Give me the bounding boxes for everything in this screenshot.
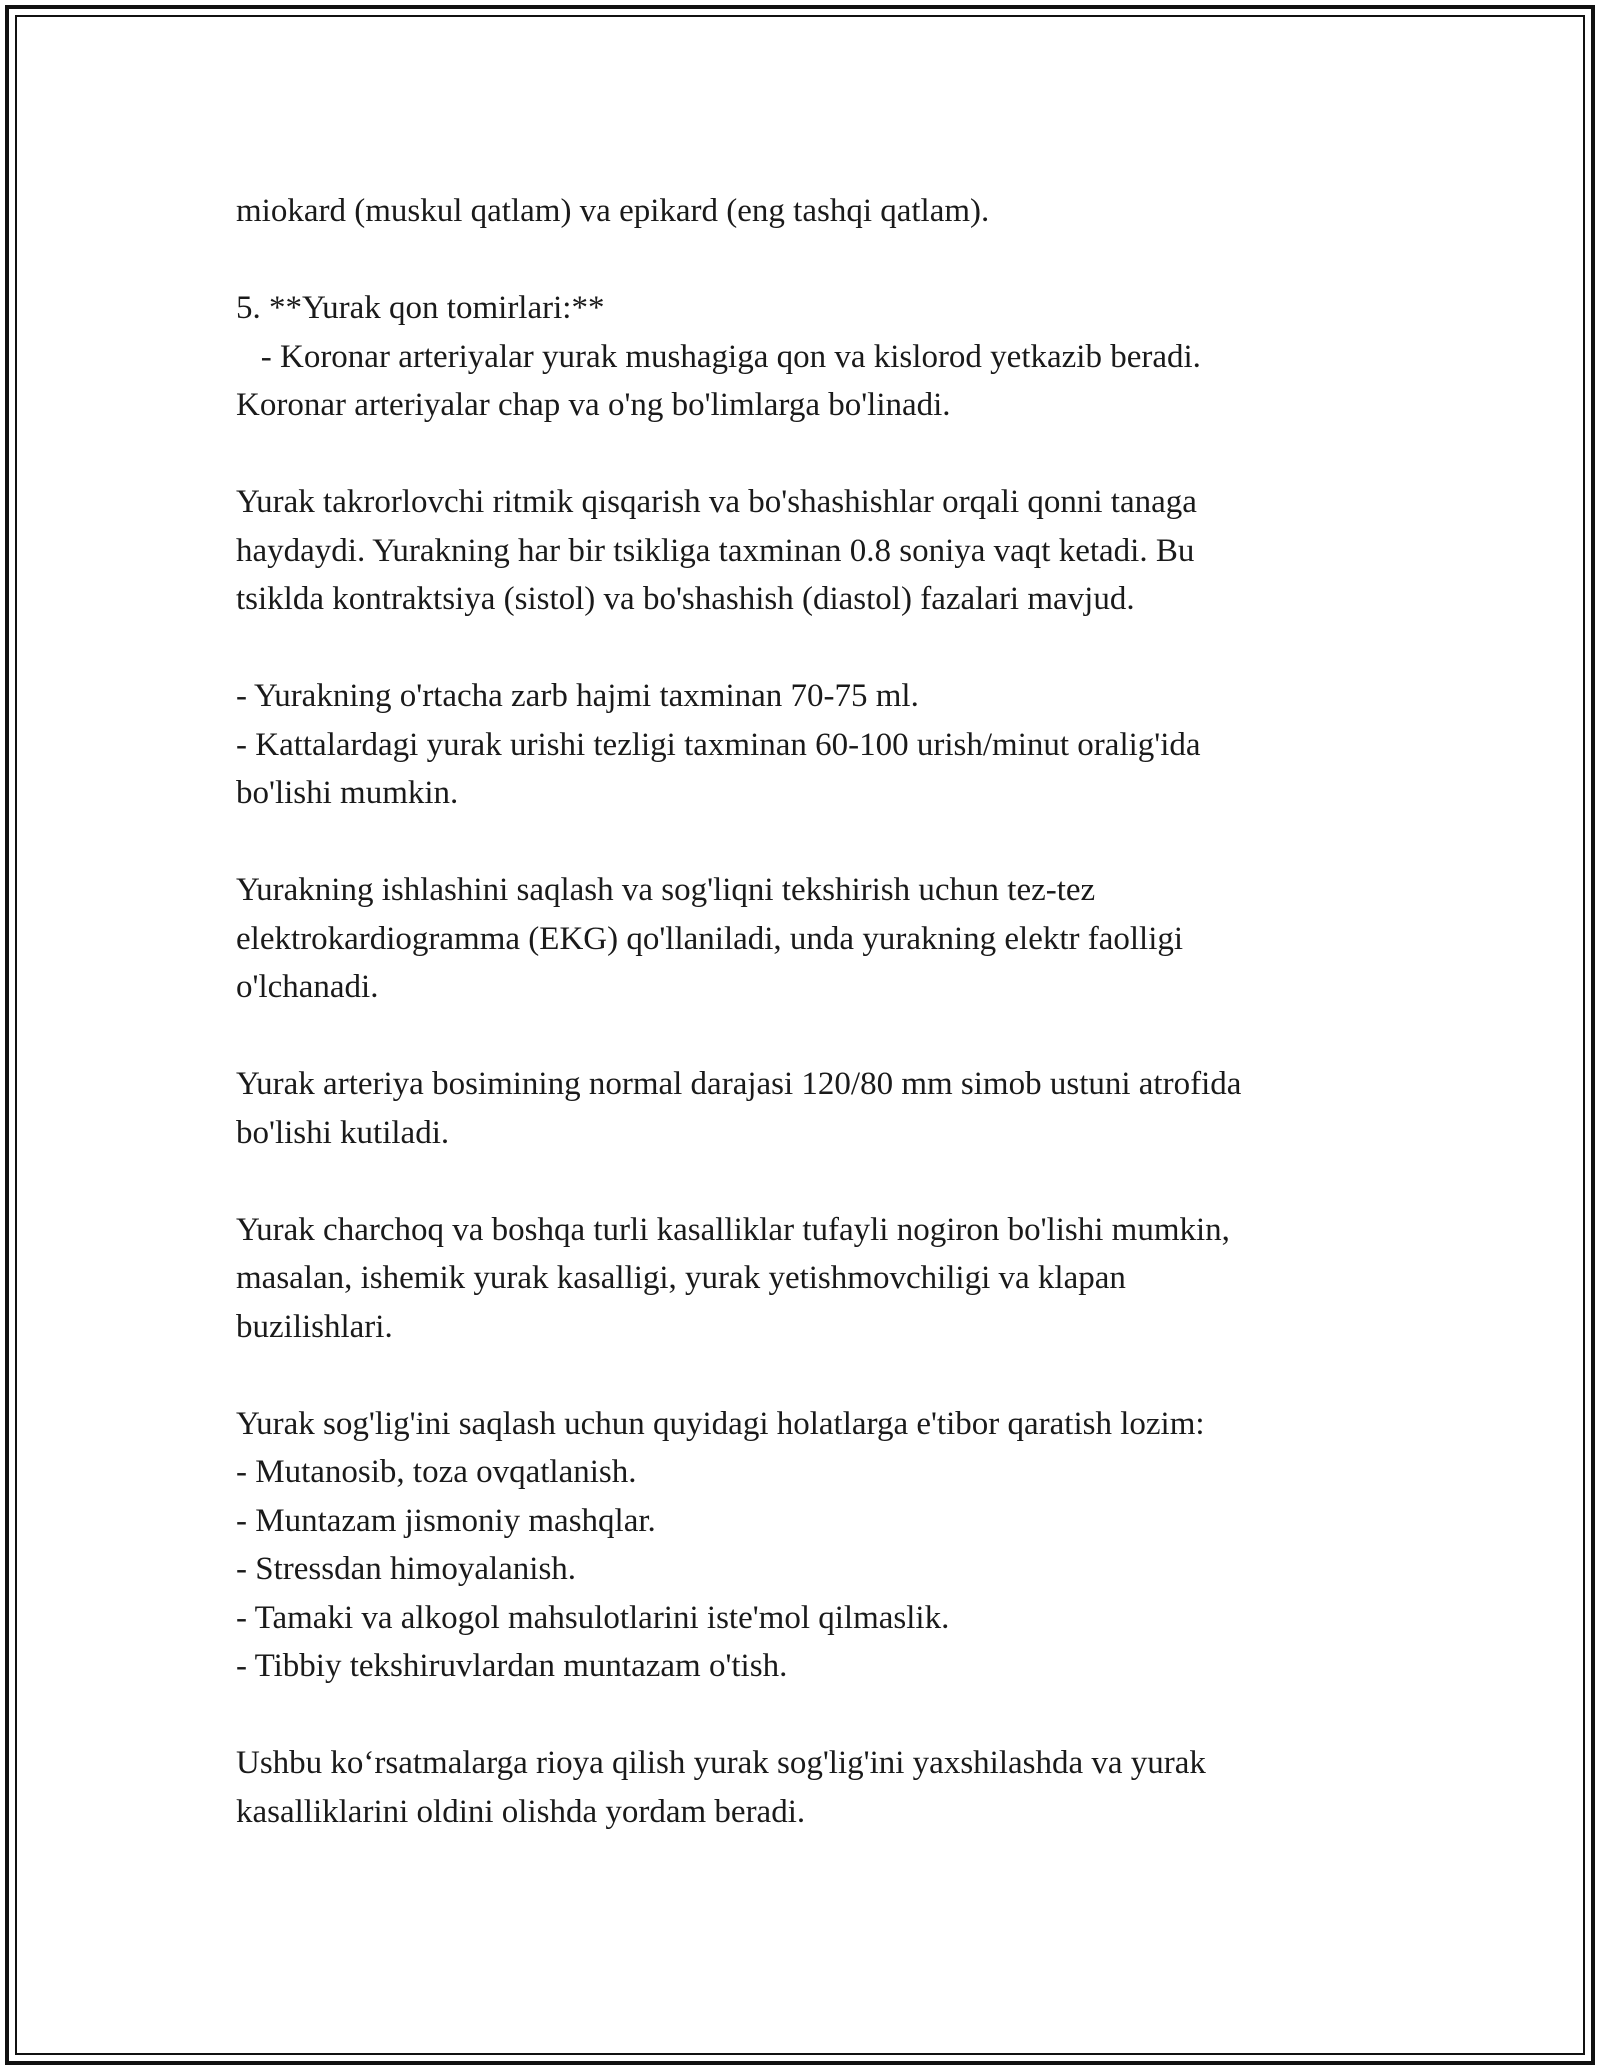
paragraph-gap (236, 1351, 1386, 1400)
text-line: bo'lishi mumkin. (236, 775, 459, 811)
text-line: tsiklda kontraktsiya (sistol) va bo'shashish (diastol) fazalari mavjud. (236, 581, 1135, 617)
paragraph-gap (236, 236, 1386, 285)
text-line: Yurak sog'lig'ini saqlash uchun quyidagi holatlarga e'tibor qaratish lozim: (236, 1405, 1205, 1442)
text-line: haydaydi. Yurakning har bir tsikliga taxminan 0.8 soniya vaqt ketadi. Bu (236, 532, 1195, 569)
text-line: - Koronar arteriyalar yurak mushagiga qon va kislorod yetkazib beradi. (236, 338, 1201, 375)
text-line: masalan, ishemik yurak kasalligi, yurak yetishmovchiligi va klapan (236, 1260, 1126, 1296)
paragraph-gap (236, 1012, 1386, 1061)
list-item: - Mutanosib, toza ovqatlanish. (236, 1454, 637, 1490)
text-line: o'lchanadi. (236, 969, 379, 1005)
text-line: Ushbu koʻrsatmalarga rioya qilish yurak sog'lig'ini yaxshilashda va yurak (236, 1745, 1206, 1781)
text-line: elektrokardiogramma (EKG) qo'llaniladi, unda yurakning elektr faolligi (236, 920, 1184, 957)
paragraph-gap (236, 818, 1386, 867)
paragraph-gap (236, 1157, 1386, 1206)
list-item: - Tamaki va alkogol mahsulotlarini iste'mol qilmaslik. (236, 1599, 950, 1636)
list-item: - Yurakning o'rtacha zarb hajmi taxminan 70-75 ml. (236, 678, 919, 714)
list-item: - Muntazam jismoniy mashqlar. (236, 1502, 656, 1539)
paragraph-gap (236, 430, 1386, 479)
text-line: Yurak takrorlovchi ritmik qisqarish va bo'shashishlar orqali qonni tanaga (236, 484, 1197, 520)
text-line: miokard (muskul qatlam) va epikard (eng tashqi qatlam). (236, 193, 990, 229)
list-item: - Tibbiy tekshiruvlardan muntazam o'tish. (236, 1648, 788, 1684)
list-item: - Kattalardagi yurak urishi tezligi taxminan 60-100 urish/minut oralig'ida (236, 726, 1201, 763)
text-line: buzilishlari. (236, 1308, 393, 1345)
paragraph-gap (236, 624, 1386, 673)
section-heading: 5. **Yurak qon tomirlari:** (236, 290, 605, 326)
paragraph-gap (236, 1691, 1386, 1740)
list-item: - Stressdan himoyalanish. (236, 1551, 577, 1587)
text-line: kasalliklarini oldini olishda yordam beradi. (236, 1793, 806, 1830)
document-body (236, 187, 1386, 1836)
text-line: Yurakning ishlashini saqlash va sog'liqni tekshirish uchun tez-tez (236, 872, 1096, 908)
text-line: Koronar arteriyalar chap va o'ng bo'limlarga bo'linadi. (236, 387, 951, 423)
text-line: Yurak arteriya bosimining normal darajasi 120/80 mm simob ustuni atrofida (236, 1066, 1242, 1102)
text-line: Yurak charchoq va boshqa turli kasalliklar tufayli nogiron bo'lishi mumkin, (236, 1211, 1230, 1248)
text-line: bo'lishi kutiladi. (236, 1114, 450, 1151)
